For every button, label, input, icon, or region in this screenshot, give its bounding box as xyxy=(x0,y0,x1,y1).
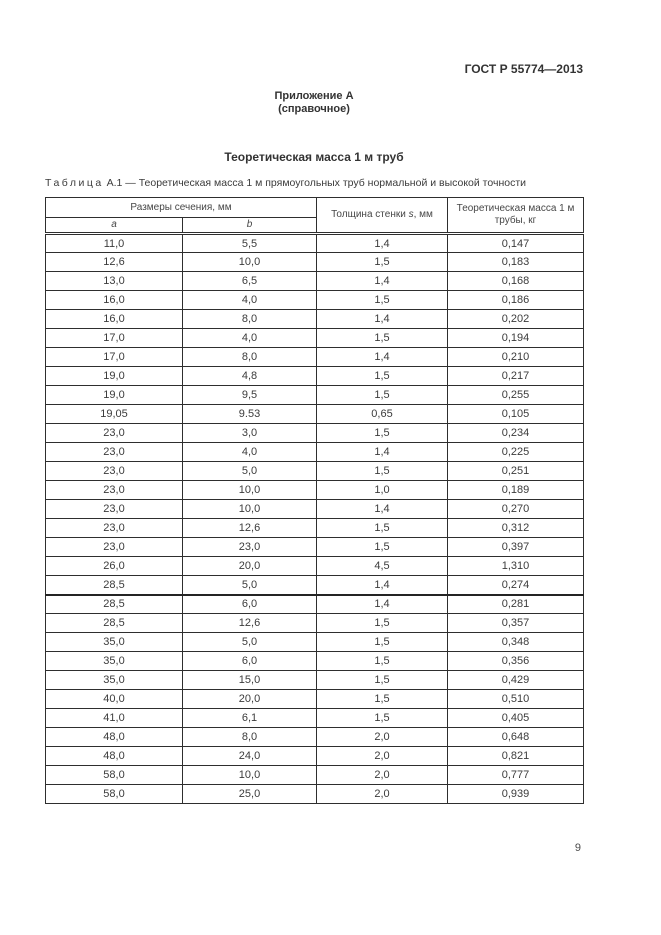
table-cell: 10,0 xyxy=(183,253,317,272)
theoretical-mass-table xyxy=(45,197,584,804)
table-cell: 3,0 xyxy=(183,424,317,443)
table-cell: 26,0 xyxy=(46,557,183,576)
table-cell: 35,0 xyxy=(46,671,183,690)
table-cell: 1,5 xyxy=(317,519,448,538)
table-cell: 1,5 xyxy=(317,652,448,671)
table-cell: 8,0 xyxy=(183,728,317,747)
table-cell: 48,0 xyxy=(46,747,183,766)
table-cell: 0,397 xyxy=(448,538,584,557)
table-row xyxy=(46,443,584,462)
table-cell: 20,0 xyxy=(183,690,317,709)
table-row xyxy=(46,234,584,253)
table-cell: 23,0 xyxy=(46,462,183,481)
table-cell: 5,0 xyxy=(183,633,317,652)
table-cell: 35,0 xyxy=(46,633,183,652)
table-cell: 1,4 xyxy=(317,348,448,367)
table-cell: 23,0 xyxy=(46,481,183,500)
table-cell: 0,183 xyxy=(448,253,584,272)
table-cell: 12,6 xyxy=(183,519,317,538)
table-cell: 10,0 xyxy=(183,500,317,519)
table-row xyxy=(46,785,584,804)
table-cell: 2,0 xyxy=(317,728,448,747)
table-row xyxy=(46,709,584,728)
table-cell: 28,5 xyxy=(46,595,183,614)
table-header xyxy=(46,198,584,234)
table-cell: 0,357 xyxy=(448,614,584,633)
table-cell: 4,0 xyxy=(183,443,317,462)
table-cell: 23,0 xyxy=(46,424,183,443)
table-cell: 23,0 xyxy=(46,443,183,462)
header-wall-thickness: Толщина стенки s, мм xyxy=(317,198,448,234)
table-cell: 1,0 xyxy=(317,481,448,500)
table-cell: 6,5 xyxy=(183,272,317,291)
table-row xyxy=(46,481,584,500)
table-cell: 2,0 xyxy=(317,766,448,785)
table-cell: 4,8 xyxy=(183,367,317,386)
table-row xyxy=(46,500,584,519)
table-cell: 0,821 xyxy=(448,747,584,766)
table-cell: 4,5 xyxy=(317,557,448,576)
table-cell: 1,4 xyxy=(317,500,448,519)
annex-title: Приложение А xyxy=(274,90,354,102)
table-row xyxy=(46,348,584,367)
table-cell: 0,189 xyxy=(448,481,584,500)
table-cell: 0,648 xyxy=(448,728,584,747)
table-cell: 0,65 xyxy=(317,405,448,424)
table-row xyxy=(46,557,584,576)
table-cell: 12,6 xyxy=(183,614,317,633)
table-cell: 0,405 xyxy=(448,709,584,728)
table-cell: 58,0 xyxy=(46,766,183,785)
header-theoretical-mass: Теоретическая масса 1 м трубы, кг xyxy=(448,198,584,234)
table-row xyxy=(46,633,584,652)
table-cell: 17,0 xyxy=(46,329,183,348)
table-row xyxy=(46,519,584,538)
table-cell: 9,5 xyxy=(183,386,317,405)
table-row xyxy=(46,310,584,329)
document-code: ГОСТ Р 55774—2013 xyxy=(464,62,583,76)
table-cell: 1,5 xyxy=(317,367,448,386)
table-cell: 1,4 xyxy=(317,595,448,614)
table-row xyxy=(46,405,584,424)
table-cell: 0,210 xyxy=(448,348,584,367)
table-cell: 16,0 xyxy=(46,291,183,310)
table-cell: 1,5 xyxy=(317,633,448,652)
table-cell: 25,0 xyxy=(183,785,317,804)
table-cell: 6,0 xyxy=(183,652,317,671)
table-row xyxy=(46,367,584,386)
table-cell: 4,0 xyxy=(183,329,317,348)
table-cell: 1,310 xyxy=(448,557,584,576)
table-body xyxy=(46,234,584,804)
table-cell: 48,0 xyxy=(46,728,183,747)
table-cell: 19,0 xyxy=(46,367,183,386)
table-row xyxy=(46,652,584,671)
table-cell: 1,5 xyxy=(317,424,448,443)
table-cell: 41,0 xyxy=(46,709,183,728)
table-cell: 1,4 xyxy=(317,272,448,291)
table-cell: 23,0 xyxy=(46,538,183,557)
table-cell: 19,0 xyxy=(46,386,183,405)
table-row xyxy=(46,766,584,785)
table-cell: 10,0 xyxy=(183,766,317,785)
table-cell: 19,05 xyxy=(46,405,183,424)
table-row xyxy=(46,272,584,291)
table-cell: 17,0 xyxy=(46,348,183,367)
table-caption xyxy=(45,177,605,189)
table-cell: 0,281 xyxy=(448,595,584,614)
table-cell: 0,186 xyxy=(448,291,584,310)
table-row xyxy=(46,462,584,481)
table-cell: 1,5 xyxy=(317,253,448,272)
table-row xyxy=(46,253,584,272)
table-cell: 1,5 xyxy=(317,614,448,633)
table-cell: 0,777 xyxy=(448,766,584,785)
table-cell: 1,5 xyxy=(317,709,448,728)
table-cell: 4,0 xyxy=(183,291,317,310)
table-cell: 1,5 xyxy=(317,329,448,348)
table-cell: 0,217 xyxy=(448,367,584,386)
table-row xyxy=(46,538,584,557)
table-row xyxy=(46,329,584,348)
table-cell: 0,255 xyxy=(448,386,584,405)
table-cell: 1,5 xyxy=(317,462,448,481)
table-cell: 28,5 xyxy=(46,614,183,633)
table-cell: 58,0 xyxy=(46,785,183,804)
table-cell: 20,0 xyxy=(183,557,317,576)
table-cell: 0,429 xyxy=(448,671,584,690)
table-cell: 1,4 xyxy=(317,310,448,329)
header-dimensions-group: Размеры сечения, мм xyxy=(46,198,317,218)
table-cell: 0,251 xyxy=(448,462,584,481)
table-row xyxy=(46,671,584,690)
table-row xyxy=(46,386,584,405)
table-cell: 8,0 xyxy=(183,310,317,329)
table-row xyxy=(46,291,584,310)
table-cell: 1,5 xyxy=(317,690,448,709)
table-row xyxy=(46,576,584,595)
table-row xyxy=(46,424,584,443)
table-cell: 0,274 xyxy=(448,576,584,595)
table-cell: 2,0 xyxy=(317,747,448,766)
table-cell: 23,0 xyxy=(46,519,183,538)
table-cell: 0,105 xyxy=(448,405,584,424)
table-cell: 0,510 xyxy=(448,690,584,709)
table-cell: 23,0 xyxy=(183,538,317,557)
table-cell: 13,0 xyxy=(46,272,183,291)
table-cell: 1,5 xyxy=(317,671,448,690)
table-row xyxy=(46,728,584,747)
table-cell: 5,0 xyxy=(183,462,317,481)
table-cell: 10,0 xyxy=(183,481,317,500)
table-cell: 1,4 xyxy=(317,443,448,462)
table-cell: 1,4 xyxy=(317,234,448,253)
table-cell: 0,356 xyxy=(448,652,584,671)
table-cell: 35,0 xyxy=(46,652,183,671)
table-caption-word: Таблица xyxy=(45,177,104,189)
table-cell: 0,194 xyxy=(448,329,584,348)
annex-heading xyxy=(45,90,583,116)
table-row xyxy=(46,747,584,766)
table-cell: 9.53 xyxy=(183,405,317,424)
table-cell: 28,5 xyxy=(46,576,183,595)
table-cell: 40,0 xyxy=(46,690,183,709)
table-cell: 0,270 xyxy=(448,500,584,519)
table-cell: 0,168 xyxy=(448,272,584,291)
table-row xyxy=(46,690,584,709)
table-caption-text: — Теоретическая масса 1 м прямоугольных труб нормальной и высокой точности xyxy=(125,177,527,189)
table-cell: 0,234 xyxy=(448,424,584,443)
table-cell: 0,939 xyxy=(448,785,584,804)
header-col-a: a xyxy=(46,218,183,234)
table-cell: 15,0 xyxy=(183,671,317,690)
table-cell: 1,5 xyxy=(317,538,448,557)
table-cell: 1,5 xyxy=(317,386,448,405)
table-cell: 8,0 xyxy=(183,348,317,367)
table-cell: 6,0 xyxy=(183,595,317,614)
table-cell: 0,348 xyxy=(448,633,584,652)
table-cell: 16,0 xyxy=(46,310,183,329)
table-caption-number: А.1 xyxy=(106,177,123,189)
table-cell: 0,225 xyxy=(448,443,584,462)
table-cell: 1,4 xyxy=(317,576,448,595)
page-number: 9 xyxy=(574,842,581,854)
table-cell: 5,0 xyxy=(183,576,317,595)
table-row xyxy=(46,595,584,614)
table-cell: 24,0 xyxy=(183,747,317,766)
section-title: Теоретическая масса 1 м труб xyxy=(224,150,404,164)
header-col-b: b xyxy=(183,218,317,234)
annex-subtitle: (справочное) xyxy=(278,103,350,115)
table-cell: 1,5 xyxy=(317,291,448,310)
table-cell: 12,6 xyxy=(46,253,183,272)
table-row xyxy=(46,614,584,633)
table-cell: 0,147 xyxy=(448,234,584,253)
table-cell: 0,202 xyxy=(448,310,584,329)
table-cell: 23,0 xyxy=(46,500,183,519)
table-cell: 2,0 xyxy=(317,785,448,804)
table-cell: 0,312 xyxy=(448,519,584,538)
table-cell: 11,0 xyxy=(46,234,183,253)
table-cell: 5,5 xyxy=(183,234,317,253)
table-cell: 6,1 xyxy=(183,709,317,728)
